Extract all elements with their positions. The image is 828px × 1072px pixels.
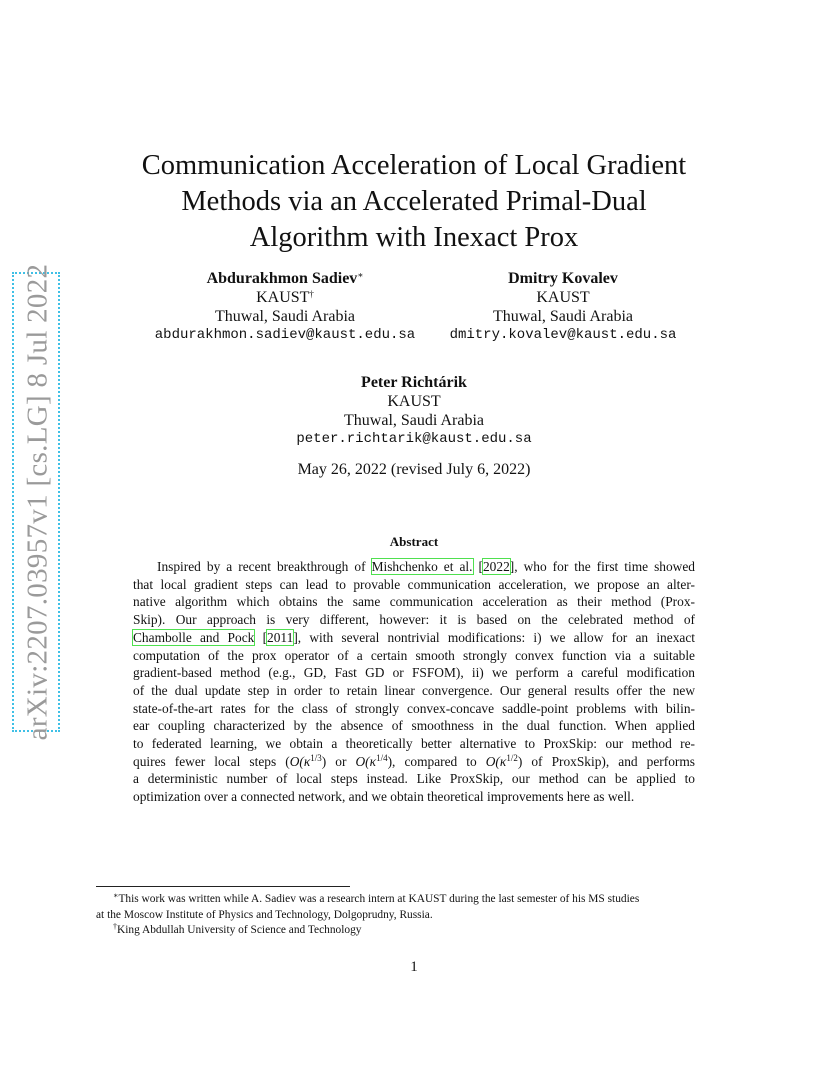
- author-name: Abdurakhmon Sadiev: [206, 270, 358, 287]
- author-location: Thuwal, Saudi Arabia: [344, 412, 484, 429]
- title-line: Communication Acceleration of Local Gradient: [141, 150, 687, 181]
- author-location: Thuwal, Saudi Arabia: [493, 308, 633, 325]
- author-block-kovalev: [418, 269, 708, 345]
- abstract-line: quires fewer local steps ($O(\kappa^{1/3})$ or $O(\kappa^{1/4})$, compared to $O(\kappa^{1/2})$ of ProxSkip), and performs: [133, 752, 696, 769]
- footnote-kaust: †King Abdullah University of Science and Technology: [113, 922, 362, 936]
- abstract-line: to federated learning, we obtain a theoretically better alternative to ProxSkip: our method re-: [133, 736, 695, 752]
- abstract-line: ear coupling characterized by the absence of smoothness in the dual function. When applied: [133, 718, 695, 734]
- abstract-line: optimization over a connected network, and we obtain theoretical improvements here as well.: [133, 789, 635, 805]
- abstract-line: Skip). Our approach is very different, however: it is based on the celebrated method of: [133, 612, 695, 628]
- citation-year-link[interactable]: 2011: [267, 629, 294, 645]
- abstract-line: native algorithm which obtains the same communication acceleration as their method (Prox-: [133, 594, 695, 610]
- abstract-line: gradient-based method (e.g., GD, Fast GD or FSFOM), ii) we perform a careful modification: [133, 665, 695, 681]
- paper-title: [84, 148, 744, 256]
- footnote-sadiev-continued: at the Moscow Institute of Physics and Technology, Dolgoprudny, Russia.: [96, 908, 433, 921]
- abstract-line: Chambolle and Pock [2011], with several nontrivial modifications: i) we allow for an inexact: [133, 629, 695, 645]
- author-block-sadiev: [140, 269, 430, 345]
- author-affiliation: KAUST: [387, 393, 441, 410]
- author-email[interactable]: dmitry.kovalev@kaust.edu.sa: [449, 327, 677, 343]
- author-email[interactable]: peter.richtarik@kaust.edu.sa: [296, 431, 532, 447]
- abstract-body: [133, 558, 695, 806]
- abstract-line: state-of-the-art rates for the class of strongly convex-concave saddle-point problems with bilin-: [133, 700, 695, 716]
- paper-date: May 26, 2022 (revised July 6, 2022): [297, 461, 531, 478]
- author-footnote-mark[interactable]: ∗: [357, 270, 364, 280]
- author-name: Dmitry Kovalev: [508, 270, 618, 287]
- author-affiliation: KAUST: [256, 289, 310, 306]
- abstract-line: computation of the prox operator of a certain smooth strongly convex function via a suitable: [133, 647, 695, 663]
- footnote-sadiev: ∗This work was written while A. Sadiev was a research intern at KAUST during the last semester of his MS studies: [113, 891, 640, 905]
- complexity-expression: O(κ: [355, 753, 377, 769]
- page-number: 1: [410, 959, 418, 975]
- title-line: Methods via an Accelerated Primal-Dual: [181, 186, 647, 217]
- citation-link-chambolle-pock[interactable]: Chambolle and Pock: [133, 629, 255, 645]
- complexity-expression: O(κ: [485, 753, 507, 769]
- author-affiliation: KAUST: [536, 289, 590, 306]
- title-line: Algorithm with Inexact Prox: [249, 222, 579, 253]
- affiliation-footnote-mark[interactable]: †: [309, 289, 314, 299]
- author-name: Peter Richtárik: [361, 374, 467, 391]
- abstract-line: Inspired by a recent breakthrough of Mishchenko et al. [2022], who for the first time showed: [157, 559, 695, 574]
- footnotes: [96, 892, 736, 939]
- abstract-line: that local gradient steps can lead to provable communication acceleration, we propose an alter-: [133, 576, 695, 592]
- citation-year-link[interactable]: 2022: [482, 559, 510, 574]
- citation-link-mishchenko[interactable]: Mishchenko et al.: [371, 559, 473, 574]
- footnote-divider: [96, 886, 350, 887]
- abstract-line: of the dual update step in order to retain linear convergence. Our general results offer the new: [133, 682, 695, 698]
- arxiv-identifier[interactable]: arXiv:2207.03957v1 [cs.LG] 8 Jul 2022: [21, 263, 54, 741]
- abstract-line: a deterministic number of local steps instead. Like ProxSkip, our method can be applied to: [133, 771, 695, 787]
- complexity-expression: O(κ: [289, 753, 311, 769]
- author-block-richtarik: [264, 373, 564, 449]
- author-location: Thuwal, Saudi Arabia: [215, 308, 355, 325]
- abstract-heading: Abstract: [389, 534, 439, 549]
- author-email[interactable]: abdurakhmon.sadiev@kaust.edu.sa: [154, 327, 416, 343]
